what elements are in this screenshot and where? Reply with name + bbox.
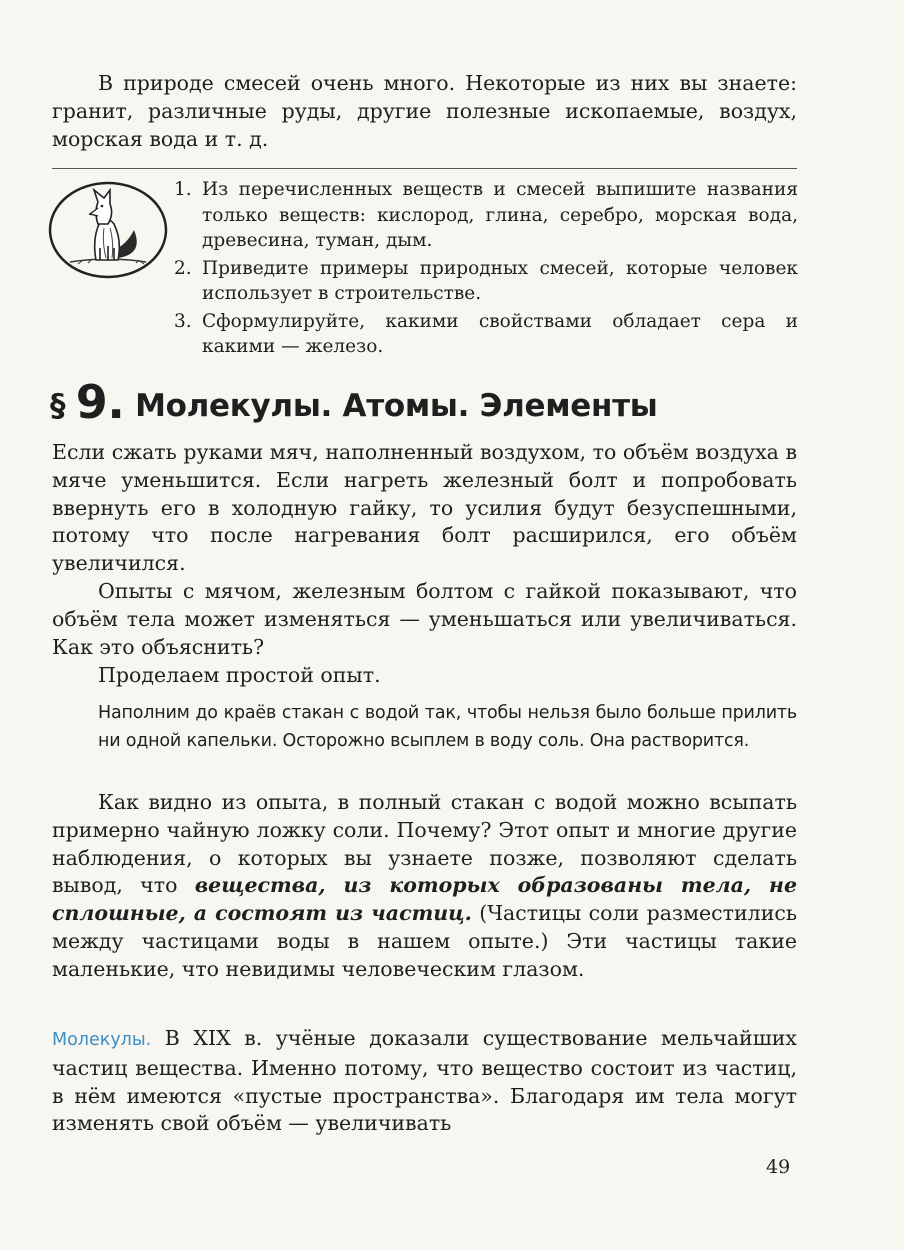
experiment-description: Наполним до краёв стакан с водой так, чтобы нельзя было больше прилить ни одной капельки. Осторожно всыплем в воду соль. Она растворится. — [98, 703, 797, 751]
conclusion-text-start: Как видно из опыта, в полный стакан с водой можно всыпать примерно чайную ложку соли. Почему? Этот опыт и многие другие наблюдения, о которых вы узнаете позже, позволяют сделать вывод, что — [52, 790, 797, 898]
question-number: 1. — [174, 179, 192, 200]
molecules-term: Молекулы. — [52, 1030, 152, 1050]
molecules-text: В XIX в. учёные доказали существование мельчайших частиц вещества. Именно потому, что вещество состоит из частиц, в нём имеются «пустые пространства». Благодаря им тела могут изменять свой объём — увеличивать — [52, 1026, 797, 1136]
question-number: 3. — [174, 310, 192, 332]
molecules-paragraph — [52, 1025, 797, 1138]
question-item — [172, 309, 798, 360]
conclusion-paragraph — [52, 789, 797, 984]
body-paragraph: Проделаем простой опыт. — [98, 663, 381, 687]
question-text: Сформулируйте, какими свойствами обладает сера и какими — железо. — [202, 310, 798, 357]
page-number: 49 — [766, 1156, 791, 1178]
question-number: 2. — [174, 257, 192, 279]
intro-paragraph: В природе смесей очень много. Некоторые из них вы знаете: гранит, различные руды, другие полезные ископаемые, воздух, морская вода и т. д. — [52, 71, 797, 151]
questions-list — [172, 177, 798, 362]
conclusion-text-end: (Частицы соли разместились между частицами воды в нашем опыте.) Эти частицы такие маленькие, что невидимы человеческим глазом. — [52, 901, 797, 981]
body-paragraph: Опыты с мячом, железным болтом с гайкой показывают, что объём тела может изменяться — уменьшаться или увеличиваться. Как это объяснить? — [52, 579, 797, 659]
body-paragraph: Если сжать руками мяч, наполненный воздухом, то объём воздуха в мяче уменьшится. Если нагреть железный болт и попробовать ввернуть его в холодную гайку, то усилия будут безуспешными, потому что после нагревания болт расширился, его объём увеличился. — [52, 440, 797, 576]
section-divider — [52, 168, 797, 169]
key-conclusion: вещества, из которых образованы тела, не сплошные, а состоят из частиц. — [52, 873, 797, 926]
section-title: Молекулы. Атомы. Элементы — [124, 388, 658, 424]
question-text: Из перечисленных веществ и смесей выпишите названия только веществ: кислород, глина, серебро, морская вода, древесина, туман, дым. — [202, 179, 798, 251]
fox-emblem-icon — [48, 178, 172, 282]
section-heading — [50, 372, 657, 436]
question-item — [172, 177, 798, 254]
question-text: Приведите примеры природных смесей, которые человек использует в строительстве. — [202, 257, 798, 304]
question-item — [172, 256, 798, 307]
section-symbol: § — [50, 388, 76, 424]
section-number: 9. — [75, 375, 125, 429]
